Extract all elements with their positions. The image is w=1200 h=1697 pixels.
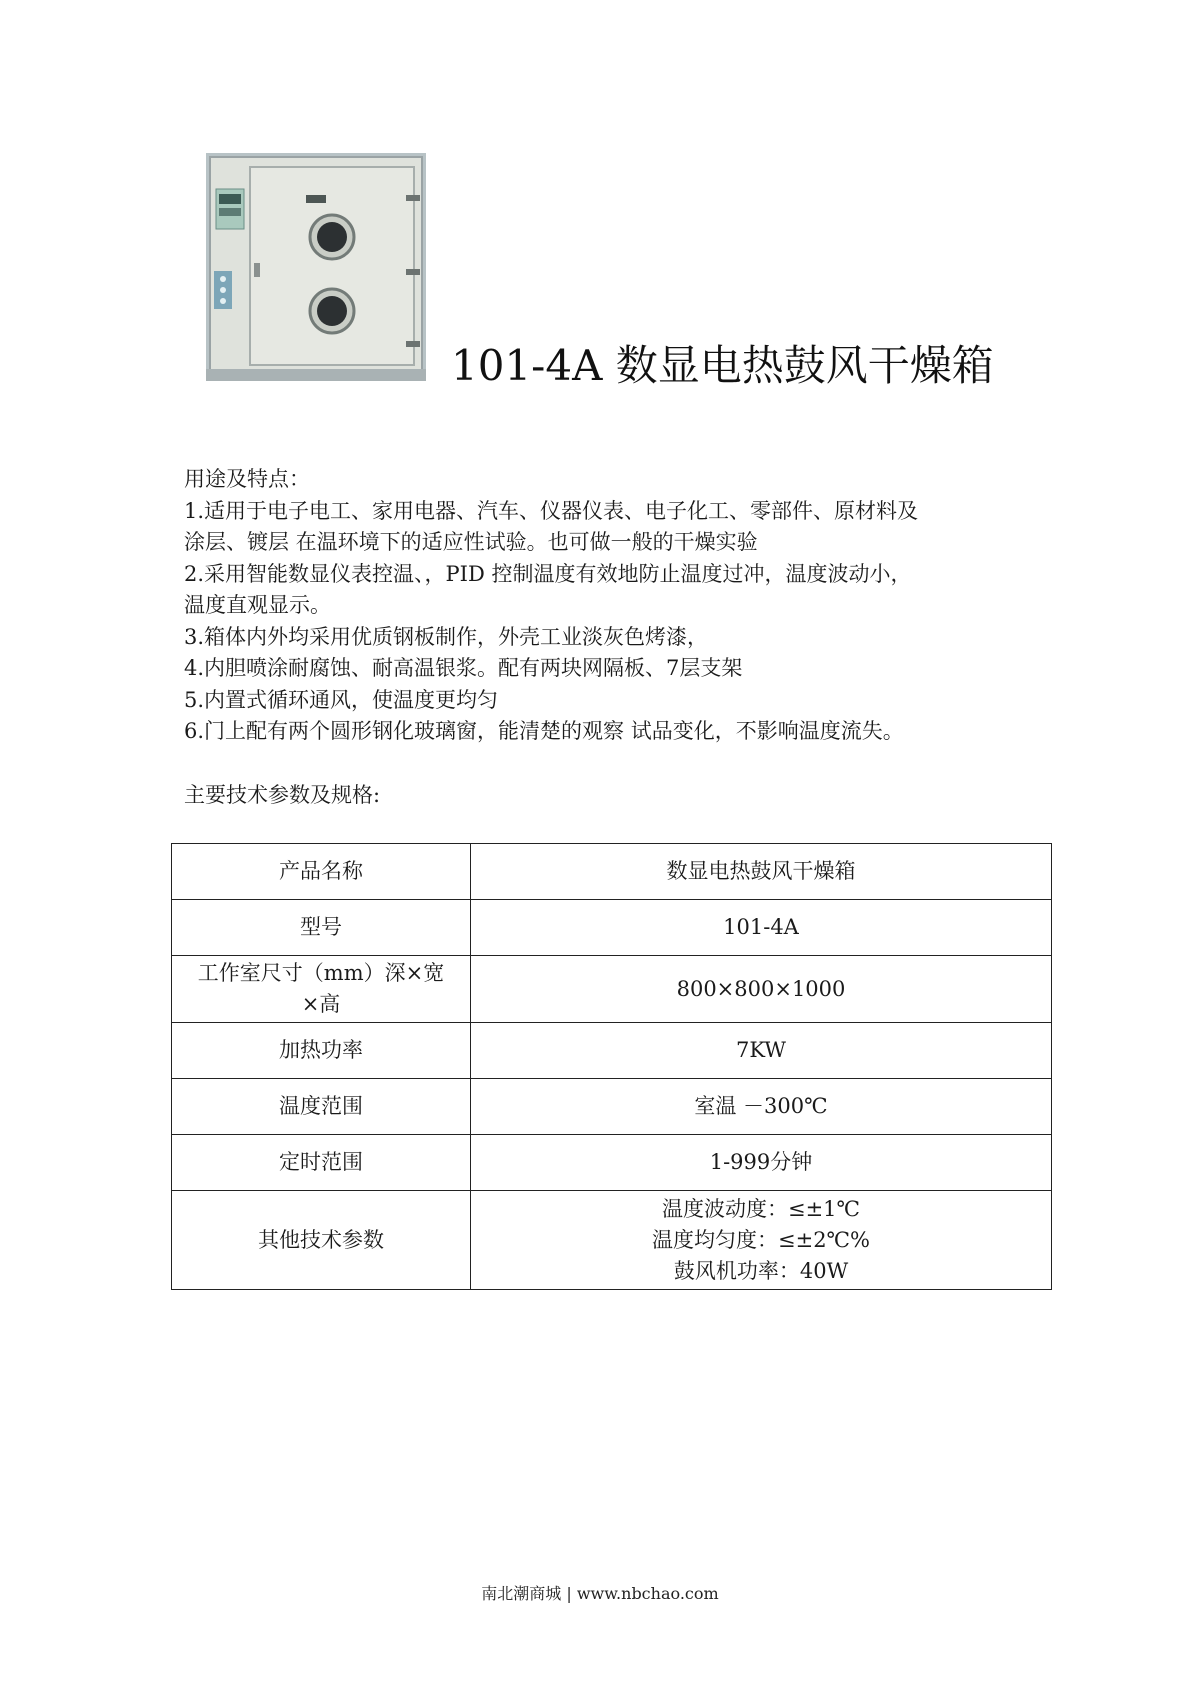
spec-value	[471, 1191, 1052, 1290]
spec-label-line: 工作室尺寸（mm）深×宽	[197, 961, 445, 985]
spec-label: 产品名称	[172, 844, 471, 900]
table-row	[172, 1079, 1052, 1135]
spec-label: 定时范围	[172, 1135, 471, 1191]
spec-value: 1-999分钟	[471, 1135, 1052, 1191]
product-photo	[206, 153, 426, 381]
spec-value: 7KW	[471, 1023, 1052, 1079]
table-row	[172, 1191, 1052, 1290]
intro-line: 4.内胆喷涂耐腐蚀、耐高温银浆。配有两块网隔板、7层支架	[184, 656, 743, 680]
footer-text: 南北潮商城 | www.nbchao.com	[481, 1584, 719, 1603]
intro-line: 5.内置式循环通风，使温度更均匀	[184, 687, 499, 712]
intro-line: 3.箱体内外均采用优质钢板制作，外壳工业淡灰色烤漆，	[184, 624, 709, 649]
spec-value: 101-4A	[471, 900, 1052, 956]
table-row	[172, 1135, 1052, 1191]
table-row	[172, 844, 1052, 900]
spec-heading: 主要技术参数及规格:	[184, 783, 381, 807]
page-title: 101-4A 数显电热鼓风干燥箱	[451, 341, 994, 390]
spec-label	[172, 956, 471, 1023]
intro-line: 温度直观显示。	[184, 593, 331, 617]
table-row	[172, 900, 1052, 956]
intro-line: 2.采用智能数显仪表控温、，PID 控制温度有效地防止温度过冲，温度波动小，	[184, 561, 912, 586]
intro-line: 1.适用于电子电工、家用电器、汽车、仪器仪表、电子化工、零部件、原材料及	[184, 498, 919, 523]
spec-value: 数显电热鼓风干燥箱	[471, 844, 1052, 900]
spec-table	[171, 843, 1052, 1290]
intro-section	[184, 464, 1064, 748]
table-row	[172, 956, 1052, 1023]
intro-line: 6.门上配有两个圆形钢化玻璃窗，能清楚的观察 试品变化，不影响温度流失。	[184, 719, 904, 743]
spec-value: 800×800×1000	[471, 956, 1052, 1023]
intro-heading: 用途及特点：	[184, 467, 310, 491]
spec-value-line: 鼓风机功率：40W	[673, 1258, 849, 1283]
spec-value-line: 温度波动度：≤±1℃	[661, 1196, 861, 1221]
intro-line: 涂层、镀层 在温环境下的适应性试验。也可做一般的干燥实验	[184, 530, 758, 554]
spec-label: 加热功率	[172, 1023, 471, 1079]
spec-label: 温度范围	[172, 1079, 471, 1135]
spec-value: 室温 －300℃	[471, 1079, 1052, 1135]
spec-label: 型号	[172, 900, 471, 956]
spec-label-line: ×高	[301, 992, 341, 1016]
spec-value-line: 温度均匀度：≤±2℃%	[652, 1227, 870, 1252]
table-row	[172, 1023, 1052, 1079]
spec-label: 其他技术参数	[172, 1191, 471, 1290]
